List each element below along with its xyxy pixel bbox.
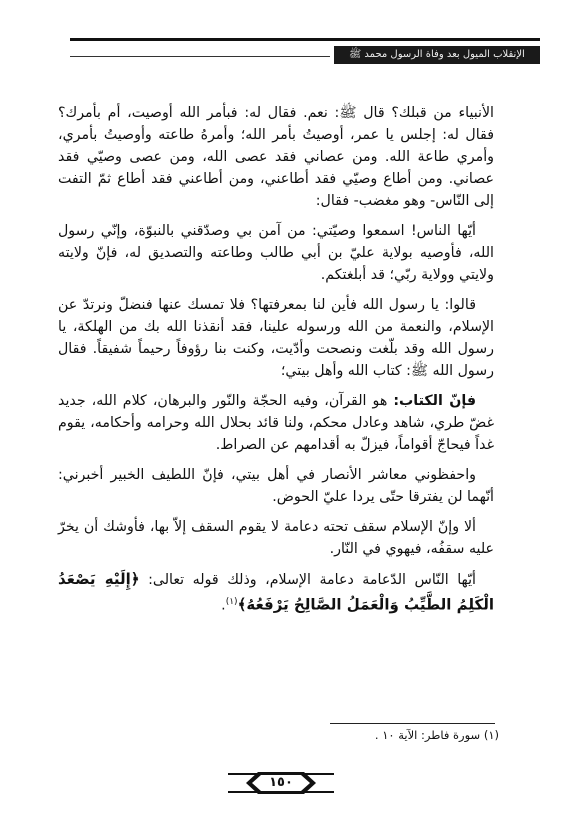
paragraph-3	[58, 294, 494, 382]
paragraph-1	[58, 102, 494, 212]
paragraph-7-tail: .	[221, 597, 226, 614]
paragraph-5	[58, 464, 494, 508]
footnote: (١) سورة فاطر: الآية ١٠ .	[374, 728, 499, 742]
running-title: الإنقلاب الميول بعد وفاة الرسول محمد ﷺ	[334, 46, 540, 64]
paragraph-7-text: أيّها النّاس الدّعامة دعامة الإسلام، وذلك قوله تعالى:	[139, 572, 476, 588]
footnote-marker: (١)	[225, 597, 238, 607]
paragraph-4	[58, 390, 494, 456]
paragraph-5-text: واحفظوني معاشر الأنصار في أهل بيتي، فإنّ اللطيف الخبير أخبرني: أنّهما لن يفترقا حتّى يردا عليّ الحوض.	[58, 467, 494, 505]
header-rule-top	[70, 38, 540, 41]
paragraph-1-text: الأنبياء من قبلك؟ قال ﷺ: نعم. فقال له: فبأمر الله أوصيت، أم بأمرك؟ فقال له: إجلس يا عمر، أوصيتُ بأمر الله؛ وأمرهُ طاعته وأوصيتُ بأمري، وأمري طاعة الله. ومن عصاني فقد عصى الله، ومن عصى وصيّي فقد عصاني. ومن أطاع وصيّي فقد أطاعني، ومن أطاعني فقد أطاع ثمّ التفت إلى النّاس- وهو مغضب- فقال:	[58, 105, 494, 209]
page-number: ١٥٠	[269, 775, 293, 790]
main-text	[58, 102, 494, 625]
paragraph-4-lead: فإنّ الكتاب:	[393, 393, 476, 409]
paragraph-2-text: أيّها الناس! اسمعوا وصيّتي: من آمن بي وصدّقني بالنبوّة، وإنّي رسول الله، فأوصيه بولاية عليّ بن أبي طالب وطاعته والتصديق له، فإنّ ولايته ولايتي وولاية ربّي؛ قد أبلغتكم.	[58, 223, 494, 283]
paragraph-4-text: هو القرآن، وفيه الحجّة والنّور والبرهان، كلام الله، جديد غضّ طري، شاهد وعادل محكم، ولنا قائد بحلال الله وحرامه وأحكامه، يقوم غداً فيحاجّ أقواماً، فيزلّ به أقدامهم عن الصراط.	[58, 393, 494, 453]
footnote-rule	[330, 723, 495, 724]
paragraph-2	[58, 220, 494, 286]
header-rule-inner	[70, 56, 330, 57]
quran-quote: ﴿إِلَيْهِ يَصْعَدُ الْكَلِمُ الطَّيِّبُ وَالْعَمَلُ الصَّالِحُ يَرْفَعُهُ﴾	[58, 570, 494, 614]
paragraph-7	[58, 568, 494, 617]
paragraph-3-text: قالوا: يا رسول الله فأين لنا بمعرفتها؟ فلا تمسك عنها فنضلّ ونرتدّ عن الإسلام، والنعمة من الله ورسوله علينا، فقد أنقذنا الله بك من الهلكة، يا رسول الله وقد بلّغت ونصحت وأدّيت، وكنت بنا رؤوفاً رحيماً شفيقاً. فقال رسول الله ﷺ: كتاب الله وأهل بيتي؛	[58, 297, 494, 379]
paragraph-6	[58, 516, 494, 560]
running-header	[70, 38, 540, 66]
page-number-ornament	[228, 768, 334, 798]
paragraph-6-text: ألا وإنّ الإسلام سقف تحته دعامة لا يقوم السقف إلاّ بها، فأوشك أن يخرّ عليه سقفُه، فيهوي في النّار.	[58, 519, 494, 557]
